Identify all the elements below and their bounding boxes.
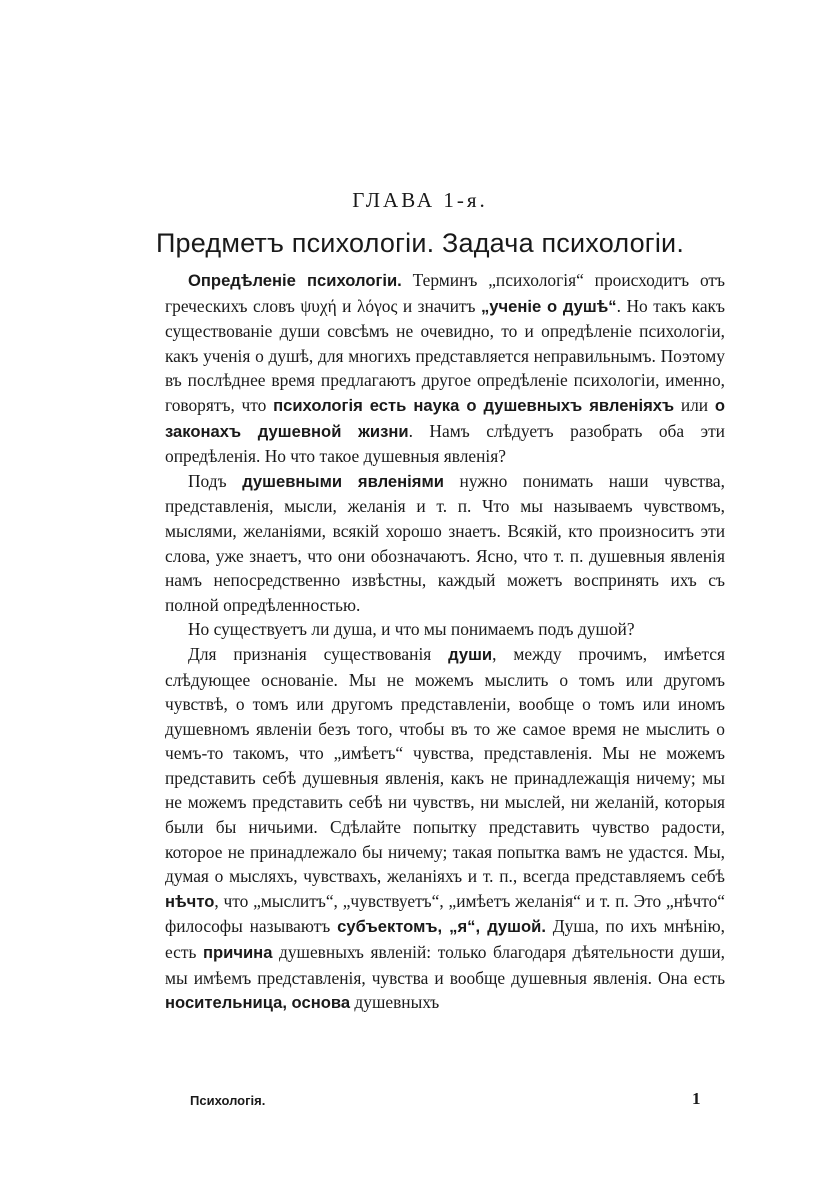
paragraph-soul xyxy=(165,642,725,1016)
text-run: или xyxy=(674,394,715,415)
bold-term: субъектомъ, „я“, душой. xyxy=(337,917,546,937)
bold-term: психологія есть наука о душевныхъ явленіяхъ xyxy=(273,395,675,415)
footer-signature: Психологія. xyxy=(190,1093,266,1108)
paragraph-phenomena xyxy=(165,469,725,618)
paragraph-question xyxy=(165,617,725,642)
text-run: . Но такъ какъ существованіе души совсѣмъ не очевидно, то и опредѣленіе психологіи, какъ ученія о душѣ, для многихъ представляется неправильнымъ. Поэтому въ послѣднее время предлагаютъ другое опредѣленіе психологіи, именно, говорятъ, что xyxy=(165,295,725,415)
text-run: Подъ xyxy=(188,470,243,491)
text-run: , что „мыслитъ“, „чувствуетъ“, „имѣетъ желанія“ и т. п. Это „нѣчто“ философы называютъ xyxy=(165,890,725,937)
text-run: Для признанія существованія xyxy=(188,643,449,664)
chapter-heading: ГЛАВА 1-я. xyxy=(352,188,488,212)
bold-term: носительница, основа xyxy=(165,993,351,1013)
paragraph-definition xyxy=(165,268,725,469)
text-run: Терминъ „психологія“ происходитъ отъ греческихъ словъ ψυχή и λόγος и значитъ xyxy=(165,270,726,316)
bold-term: Опредѣленіе психологіи. xyxy=(188,271,402,290)
text-run: Но существуетъ ли душа, и что мы понимаемъ подъ душой? xyxy=(188,619,635,640)
bold-term: причина xyxy=(202,943,273,963)
body-text xyxy=(165,268,725,1016)
text-run: нужно понимать наши чувства, представленія, мысли, желанія и т. п. Что мы называемъ чувствомъ, мыслями, желаніями, всякій хорошо знаетъ. Всякій, кто произноситъ эти слова, уже знаетъ, что они обозначаютъ. Ясно, что т. п. душевныя явленія намъ непосредственно извѣстны, каждый можетъ воспринять ихъ съ полной опредѣленностью. xyxy=(165,470,725,615)
text-run: Душа, по ихъ мнѣнію, есть xyxy=(165,916,725,963)
text-run: душевныхъ явленій: только благодаря дѣятельности души, мы имѣемъ представленія, чувства и вообще душевныя явленія. Она есть xyxy=(165,942,725,988)
bold-term: „ученіе о душѣ“ xyxy=(480,296,617,316)
page-number: 1 xyxy=(692,1089,701,1108)
bold-term: душевными явленіями xyxy=(242,471,444,491)
chapter-title: Предметъ психологіи. Задача психологіи. xyxy=(155,228,685,258)
text-run: душевныхъ xyxy=(350,992,440,1013)
bold-term: о законахъ душевной жизни xyxy=(165,395,725,441)
bold-term: нѣчто xyxy=(165,891,215,911)
text-run: . Намъ слѣдуетъ разобрать оба эти опредѣленія. Но что такое душевныя явленія? xyxy=(165,420,725,467)
bold-term: души xyxy=(448,644,493,664)
text-run: , между прочимъ, имѣется слѣдующее основаніе. Мы не можемъ мыслить о томъ или другомъ чувствѣ, о томъ или другомъ представленіи, вообще о томъ или иномъ душевномъ явленіи безъ того, чтобы въ то же самое время не мыслить о чемъ-то такомъ, что „имѣетъ“ чувства, представленія. Мы не можемъ представить себѣ душевныя явленія, какъ не принадлежащія ничему; мы не можемъ представить себѣ ни чувствъ, ни мыслей, ни желаній, которыя были бы ничьими. Сдѣлайте попытку представить чувство радости, которое не принадлежало бы ничему; такая попытка вамъ не удастся. Мы, думая о мысляхъ, чувствахъ, желаніяхъ и т. п., всегда представляемъ себѣ xyxy=(165,643,725,887)
